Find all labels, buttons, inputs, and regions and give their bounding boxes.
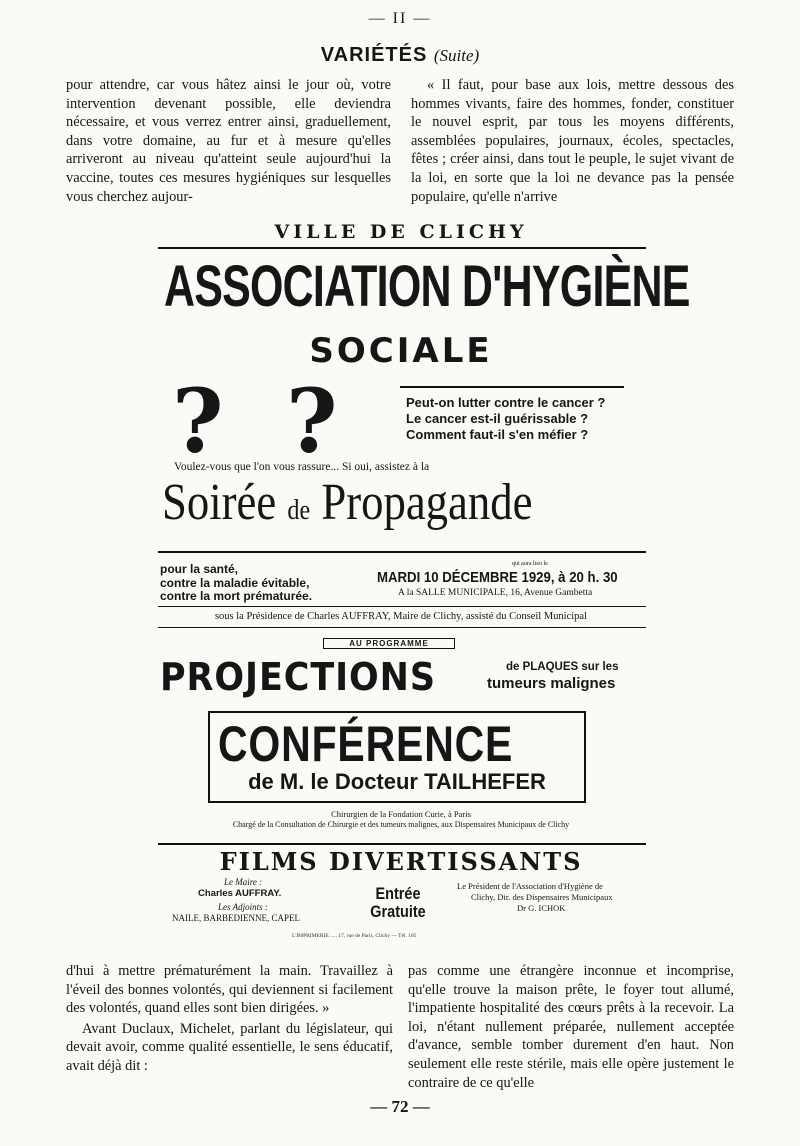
poster-date: MARDI 10 DÉCEMBRE 1929, à 20 h. 30 — [377, 569, 618, 586]
bottom-left-paragraph-1: d'hui à mettre prématurément la main. Travaillez à l'éveil des bonnes volontés, qui deviennent si facilement des volontés, quand elles sont bien dirigées. » — [66, 963, 393, 1017]
poster-venue: A la SALLE MUNICIPALE, 16, Avenue Gambetta — [398, 588, 593, 598]
section-title-suffix: (Suite) — [433, 46, 480, 65]
bottom-left-paragraph-2: Avant Duclaux, Michelet, parlant du législateur, qui devait avoir, comme qualité essentielle, le sens éducatif, avait déjà dit : — [66, 1020, 393, 1074]
poster-maire-label: Le Maire : — [224, 877, 263, 887]
question-3: Comment faut-il s'en méfier ? — [406, 427, 589, 442]
bottom-left-column — [66, 962, 393, 1076]
question-1: Peut-on lutter contre le cancer ? — [406, 395, 606, 410]
poster-adjoints-names: NAILE, BARBEDIENNE, CAPEL — [172, 913, 300, 923]
question-mark-icon-right: ? — [286, 369, 338, 473]
entree-line-1: Entrée — [375, 884, 421, 903]
president-line-2: Clichy, Dir. des Dispensaires Municipaux — [471, 892, 613, 902]
poster-rule-top — [158, 247, 646, 249]
poster-imprint: L'IMPRIMERIE ..... 17, rue de Paris, Clichy — Tél. 185 — [292, 933, 417, 939]
poster-city: VILLE DE CLICHY — [274, 221, 528, 243]
question-mark-icon-left: ? — [172, 369, 224, 473]
poster-sociale: SOCIALE — [309, 331, 493, 371]
top-right-column — [411, 76, 734, 206]
cause-2: contre la maladie évitable, — [160, 575, 310, 590]
propagande-word: Propagande — [321, 474, 533, 531]
bottom-right-paragraph: pas comme une étrangère inconnue et incomprise, qu'elle trouve la maison prête, le foyer tout allumé, l'impatiente hospitalité des cœurs prêts à la recevoir. La loi, n'étant nullement préparée, nullement acceptée d'avance, semble tomber durement d'en haut. Non seulement elle reste stérile, mais elle opère justement le contraire de ce qu'elle — [408, 963, 734, 1091]
president-line-1: Le Président de l'Association d'Hygiène de — [457, 881, 603, 891]
poster-qui-aura-lieu: qui aura lieu le — [512, 561, 548, 567]
top-left-paragraph: pour attendre, car vous hâtez ainsi le jour où, votre intervention devenant possible, elle deviendra nécessaire, et vous verrez entrer ainsi, graduellement, dans votre domaine, au fur et à mesure qu'elles arriveront au niveau qu'atteint seule aujourd'hui la vaccine, toutes ces mesures hygiéniques sur lesquelles vous cherchez aujour- — [66, 77, 391, 205]
poster-questions-rule — [400, 386, 624, 388]
question-2: Le cancer est-il guérissable ? — [406, 411, 589, 426]
entree-line-2: Gratuite — [370, 902, 426, 921]
page-number: — 72 — — [370, 1097, 430, 1116]
poster-projections: PROJECTIONS — [160, 655, 436, 699]
soiree-de: de — [287, 495, 311, 526]
poster-maire-name: Charles AUFFRAY. — [198, 888, 282, 899]
poster-association: ASSOCIATION D'HYGIÈNE — [164, 254, 690, 319]
section-title — [0, 44, 800, 67]
poster-films: FILMS DIVERTISSANTS — [219, 847, 583, 876]
poster-chirurgien-1: Chirurgien de la Fondation Curie, à Paris — [331, 809, 471, 819]
poster-programme-label: AU PROGRAMME — [323, 638, 455, 649]
poster-plaques-line-1: de PLAQUES sur les — [506, 661, 619, 673]
poster-rule-soiree — [158, 551, 646, 553]
poster-rule-films — [158, 843, 646, 845]
section-title-text: VARIÉTÉS — [320, 44, 428, 66]
poster-plaques-line-2: tumeurs malignes — [487, 675, 616, 692]
poster-questions — [406, 395, 646, 443]
soiree-word: Soirée — [162, 474, 277, 531]
poster-conference: CONFÉRENCE — [218, 716, 514, 772]
poster-soiree-title — [162, 473, 532, 532]
poster-causes — [160, 563, 312, 604]
poster-rule-presidence-top — [158, 606, 646, 607]
top-right-paragraph: « Il faut, pour base aux lois, mettre dessous des hommes vivants, faire des hommes, fonder, constituer le nouvel esprit, par tous les moyens différents, assemblées populaires, journaux, écoles, spectacles, fêtes ; créer ainsi, dans tout le peuple, le sujet vivant de la loi, en sorte que la loi ne devance pas la pensée populaire, qu'elle n'arrive — [411, 77, 734, 205]
cause-1: pour la santé, — [160, 562, 239, 576]
poster-adjoints-label: Les Adjoints : — [218, 902, 268, 912]
president-line-3: Dr G. ICHOK — [517, 903, 566, 913]
poster-rule-presidence-bottom — [158, 627, 646, 628]
cause-3: contre la mort prématurée. — [160, 589, 313, 603]
poster-doctor: de M. le Docteur TAILHEFER — [248, 769, 546, 794]
top-left-column — [66, 76, 391, 206]
bottom-right-column — [408, 962, 734, 1092]
poster — [152, 215, 690, 950]
poster-reassure: Voulez-vous que l'on vous rassure... Si oui, assistez à la — [174, 461, 430, 473]
page-marker: — II — — [368, 10, 432, 27]
poster-conference-box — [208, 711, 586, 803]
poster-presidence: sous la Présidence de Charles AUFFRAY, Maire de Clichy, assisté du Conseil Municipal — [214, 611, 588, 622]
poster-entree — [356, 885, 441, 921]
poster-president-block — [457, 881, 613, 914]
poster-chirurgien-2: Chargé de la Consultation de Chirurgie et des tumeurs malignes, aux Dispensaires Municipaux de Clichy — [232, 820, 570, 829]
